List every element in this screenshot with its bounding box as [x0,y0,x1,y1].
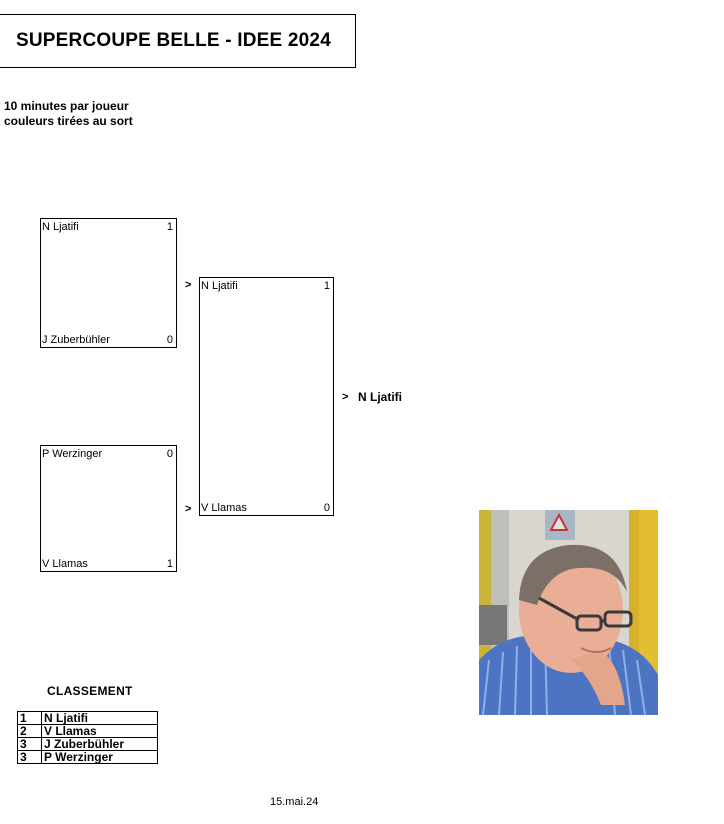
ranking-row [18,725,158,738]
player-photo [479,510,658,715]
advance-arrow-1: > [185,279,192,291]
match-final [199,277,334,516]
match-semifinal-2 [40,445,177,572]
info-line-time-control: 10 minutes par joueur [4,99,129,113]
ranking-player: N Ljatifi [42,712,158,725]
ranking-player: J Zuberbühler [42,738,158,751]
ranking-position: 2 [18,725,42,738]
player-name: V Llamas [201,502,247,514]
match-player-top [42,221,173,233]
winner-arrow: > [342,391,349,403]
advance-arrow-2: > [185,503,192,515]
match-player-bottom [201,502,330,514]
ranking-position: 3 [18,738,42,751]
document-date: 15.mai.24 [270,796,319,808]
player-score: 1 [166,558,173,570]
player-score: 0 [166,334,173,346]
player-score: 0 [166,448,173,460]
ranking-position: 1 [18,712,42,725]
match-player-top [42,448,173,460]
tournament-info [4,99,133,129]
match-player-bottom [42,334,173,346]
ranking-row [18,751,158,764]
ranking-player: V Llamas [42,725,158,738]
ranking-title: CLASSEMENT [47,684,133,698]
ranking-position: 3 [18,751,42,764]
player-name: J Zuberbühler [42,334,110,346]
page-title: SUPERCOUPE BELLE - IDEE 2024 [16,30,331,51]
ranking-player: P Werzinger [42,751,158,764]
ranking-table [17,711,158,764]
match-semifinal-1 [40,218,177,348]
title-box [0,14,356,68]
player-name: V Llamas [42,558,88,570]
player-name: P Werzinger [42,448,103,460]
player-score: 1 [323,280,330,292]
tournament-winner: N Ljatifi [358,390,402,404]
ranking-row [18,712,158,725]
player-score: 0 [323,502,330,514]
player-name: N Ljatifi [201,280,238,292]
player-score: 1 [166,221,173,233]
player-name: N Ljatifi [42,221,79,233]
ranking-row [18,738,158,751]
info-line-colors: couleurs tirées au sort [4,114,133,128]
match-player-top [201,280,330,292]
match-player-bottom [42,558,173,570]
